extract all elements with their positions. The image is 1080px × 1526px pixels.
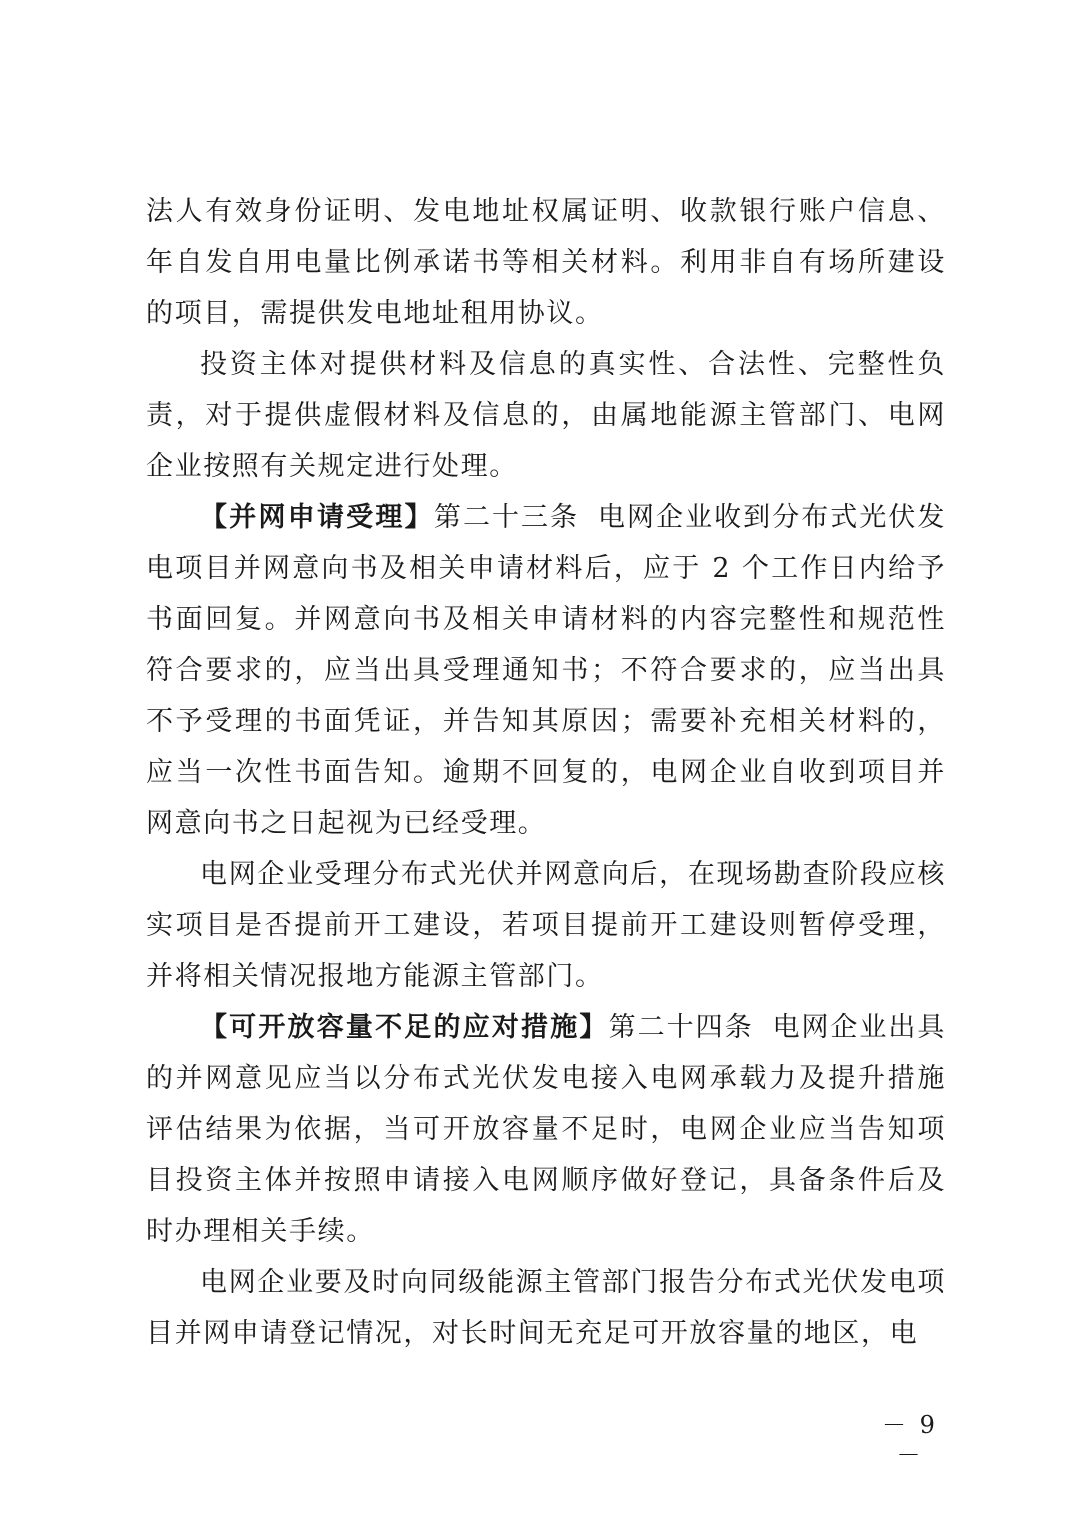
paragraph-text: 电网企业受理分布式光伏并网意向后，在现场勘查阶段应核实项目是否提前开工建设，若项目提前开工建设则暂停受理，并将相关情况报地方能源主管部门。 bbox=[146, 859, 946, 992]
section-heading: 【可开放容量不足的应对措施】 bbox=[200, 1012, 609, 1043]
paragraph-3 bbox=[146, 492, 946, 849]
paragraph-6 bbox=[146, 1257, 946, 1359]
paragraph-text: 投资主体对提供材料及信息的真实性、合法性、完整性负责，对于提供虚假材料及信息的，由属地能源主管部门、电网企业按照有关规定进行处理。 bbox=[146, 349, 946, 482]
document-body bbox=[146, 186, 946, 1359]
paragraph-4 bbox=[146, 849, 946, 1002]
page-number: － 9 － bbox=[882, 1411, 938, 1469]
paragraph-2 bbox=[146, 339, 946, 492]
section-heading: 【并网申请受理】 bbox=[200, 502, 434, 533]
paragraph-text: 法人有效身份证明、发电地址权属证明、收款银行账户信息、年自发自用电量比例承诺书等相关材料。利用非自有场所建设的项目，需提供发电地址租用协议。 bbox=[146, 196, 946, 329]
paragraph-text: 电网企业要及时向同级能源主管部门报告分布式光伏发电项目并网申请登记情况，对长时间无充足可开放容量的地区，电 bbox=[146, 1267, 946, 1349]
paragraph-5 bbox=[146, 1002, 946, 1257]
paragraph-1 bbox=[146, 186, 946, 339]
article-number: 第二十四条 bbox=[608, 1012, 754, 1043]
article-number: 第二十三条 bbox=[433, 502, 580, 533]
paragraph-text: 电网企业出具的并网意见应当以分布式光伏发电接入电网承载力及提升措施评估结果为依据，当可开放容量不足时，电网企业应当告知项目投资主体并按照申请接入电网顺序做好登记，具备条件后及时办理相关手续。 bbox=[146, 1012, 946, 1247]
paragraph-text: 电网企业收到分布式光伏发电项目并网意向书及相关申请材料后，应于 2 个工作日内给予书面回复。并网意向书及相关申请材料的内容完整性和规范性符合要求的，应当出具受理通知书；不符合要求的，应当出具不予受理的书面凭证，并告知其原因；需要补充相关材料的，应当一次性书面告知。逾期不回复的，电网企业自收到项目并网意向书之日起视为已经受理。 bbox=[146, 502, 946, 839]
